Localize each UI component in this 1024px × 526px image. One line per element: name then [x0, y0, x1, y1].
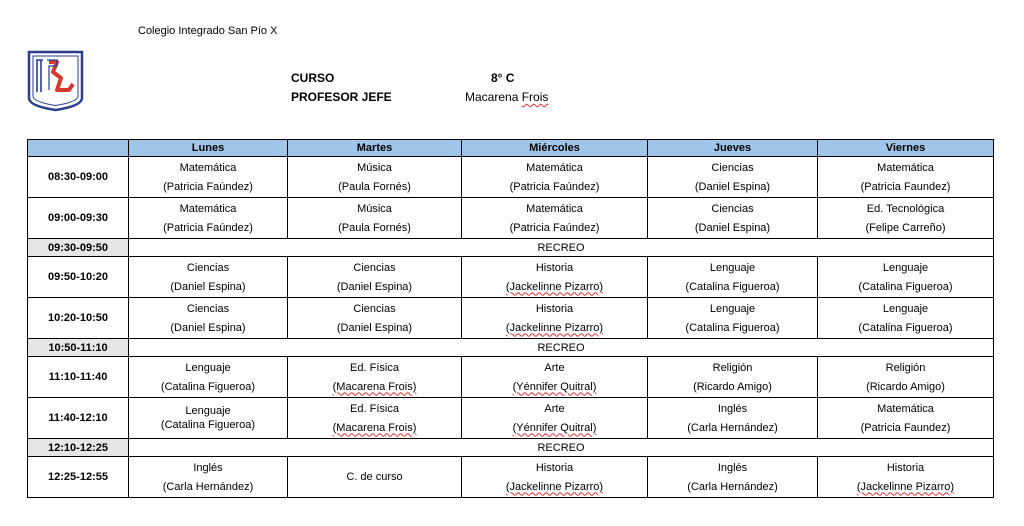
teacher: (Ricardo Amigo)	[693, 380, 772, 393]
teacher: (Daniel Espina)	[170, 280, 246, 293]
teacher: (Catalina Figueroa)	[858, 280, 953, 293]
class-cell	[462, 398, 648, 439]
time-slot: 12:10-12:25	[28, 439, 129, 457]
time-slot: 10:50-11:10	[28, 339, 129, 357]
profesor-first-name: Macarena	[465, 90, 519, 104]
subject: Matemática	[179, 202, 237, 215]
class-cell	[129, 357, 288, 398]
subject: Lenguaje	[185, 361, 231, 374]
time-slot: 09:00-09:30	[28, 198, 129, 239]
class-cell	[129, 298, 288, 339]
subject: Ed. Tecnológica	[866, 202, 945, 215]
subject: Lenguaje	[709, 261, 756, 274]
teacher: (Macarena Frois)	[332, 421, 417, 434]
teacher: (Catalina Figueroa)	[160, 380, 256, 393]
class-cell	[129, 398, 288, 439]
schedule-table	[27, 139, 994, 498]
subject: Religión	[712, 361, 753, 374]
teacher: (Patricia Faúndez)	[163, 180, 253, 193]
break-row	[28, 239, 994, 257]
header-row	[28, 140, 994, 157]
class-cell	[288, 157, 462, 198]
teacher: (Daniel Espina)	[170, 321, 246, 334]
corner-cell	[28, 140, 129, 157]
curso-value: 8° C	[491, 71, 515, 85]
profesor-last-name: Frois	[521, 90, 549, 104]
subject: Ciencias	[711, 161, 754, 174]
class-cell	[288, 357, 462, 398]
teacher: (Patricia Faundez)	[860, 421, 951, 434]
teacher: (Daniel Espina)	[694, 221, 771, 234]
time-slot: 10:20-10:50	[28, 298, 129, 339]
teacher: (Yénnifer Quitral)	[512, 421, 597, 434]
class-cell	[288, 198, 462, 239]
lesson-row	[28, 257, 994, 298]
class-cell	[648, 157, 818, 198]
time-slot: 09:30-09:50	[28, 239, 129, 257]
class-cell	[462, 457, 648, 498]
class-cell	[818, 398, 994, 439]
subject: Arte	[544, 402, 565, 415]
class-cell	[648, 457, 818, 498]
subject: Matemática	[526, 202, 583, 215]
subject: Historia	[886, 461, 925, 474]
class-cell	[129, 457, 288, 498]
day-header: Viernes	[818, 140, 994, 157]
day-header: Miércoles	[462, 140, 648, 157]
time-slot: 08:30-09:00	[28, 157, 129, 198]
time-slot: 11:40-12:10	[28, 398, 129, 439]
day-header: Lunes	[129, 140, 288, 157]
subject: Música	[357, 161, 392, 174]
class-cell	[648, 398, 818, 439]
class-cell	[818, 198, 994, 239]
class-cell	[288, 398, 462, 439]
lesson-row	[28, 398, 994, 439]
curso-label: CURSO	[291, 71, 335, 85]
teacher: (Paula Fornés)	[338, 221, 411, 234]
teacher: (Jackelinne Pizarro)	[505, 480, 604, 493]
subject: Historia	[535, 261, 574, 274]
recreo-cell: RECREO	[129, 439, 994, 457]
teacher: (Patricia Faundez)	[860, 180, 951, 193]
teacher: (Carla Hernández)	[162, 480, 254, 493]
profesor-jefe-value	[465, 90, 548, 104]
subject: Ciencias	[711, 202, 754, 215]
subject: Matemática	[526, 161, 583, 174]
recreo-cell: RECREO	[129, 239, 994, 257]
teacher: (Jackelinne Pizarro)	[505, 280, 604, 293]
teacher: (Daniel Espina)	[336, 321, 413, 334]
subject: Inglés	[717, 461, 748, 474]
subject: Historia	[535, 302, 574, 315]
teacher: (Daniel Espina)	[694, 180, 771, 193]
class-cell	[129, 257, 288, 298]
break-row	[28, 439, 994, 457]
teacher: (Daniel Espina)	[336, 280, 413, 293]
teacher: (Jackelinne Pizarro)	[505, 321, 604, 334]
teacher: (Macarena Frois)	[332, 380, 417, 393]
class-cell	[818, 298, 994, 339]
school-logo	[27, 50, 84, 112]
subject: Ciencias	[353, 261, 396, 274]
subject: Ciencias	[353, 302, 396, 315]
teacher: (Ricardo Amigo)	[866, 380, 945, 393]
class-cell	[288, 298, 462, 339]
class-cell	[818, 357, 994, 398]
lesson-row	[28, 457, 994, 498]
teacher: (Catalina Figueroa)	[685, 321, 780, 334]
subject: Ciencias	[186, 302, 230, 315]
teacher: (Felipe Carreño)	[865, 221, 946, 234]
class-cell	[462, 298, 648, 339]
time-slot: 11:10-11:40	[28, 357, 129, 398]
subject: Arte	[544, 361, 565, 374]
day-header: Jueves	[648, 140, 818, 157]
time-slot: 12:25-12:55	[28, 457, 129, 498]
break-row	[28, 339, 994, 357]
class-cell	[818, 257, 994, 298]
time-slot: 09:50-10:20	[28, 257, 129, 298]
class-cell	[462, 198, 648, 239]
day-header: Martes	[288, 140, 462, 157]
class-cell	[648, 257, 818, 298]
class-cell	[648, 298, 818, 339]
subject: Inglés	[717, 402, 748, 415]
teacher: (Patricia Faúndez)	[163, 221, 253, 234]
subject: Lenguaje	[709, 302, 756, 315]
teacher: (Catalina Figueroa)	[685, 280, 780, 293]
school-name: Colegio Integrado San Pío X	[138, 25, 278, 37]
lesson-row	[28, 298, 994, 339]
class-cell	[462, 257, 648, 298]
subject: Ed. Física	[350, 361, 399, 374]
teacher: (Carla Hernández)	[687, 480, 778, 493]
recreo-cell: RECREO	[129, 339, 994, 357]
class-cell	[129, 198, 288, 239]
subject: Música	[357, 202, 392, 215]
schedule-body	[28, 157, 994, 498]
class-cell	[648, 198, 818, 239]
subject: Matemática	[877, 161, 934, 174]
subject: Matemática	[179, 161, 237, 174]
subject: Matemática	[877, 402, 934, 415]
class-cell	[288, 257, 462, 298]
class-cell	[462, 157, 648, 198]
profesor-jefe-label: PROFESOR JEFE	[291, 90, 392, 104]
subject: Historia	[535, 461, 574, 474]
teacher: (Paula Fornés)	[338, 180, 411, 193]
subject: Lenguaje	[882, 261, 929, 274]
teacher: (Jackelinne Pizarro)	[856, 480, 955, 493]
lesson-row	[28, 198, 994, 239]
class-cell	[288, 457, 462, 498]
subject: Religión	[885, 361, 926, 374]
subject: Ciencias	[186, 261, 230, 274]
teacher: (Catalina Figueroa)	[858, 321, 953, 334]
subject: Inglés	[193, 461, 223, 474]
subject: Lenguaje	[882, 302, 929, 315]
subject: Lenguaje	[185, 405, 231, 417]
lesson-row	[28, 357, 994, 398]
lesson-row	[28, 157, 994, 198]
subject: C. de curso	[346, 471, 403, 483]
class-cell	[648, 357, 818, 398]
teacher: (Yénnifer Quitral)	[512, 380, 597, 393]
class-cell	[818, 457, 994, 498]
subject: Ed. Física	[350, 402, 399, 415]
teacher: (Catalina Figueroa)	[160, 419, 256, 431]
teacher: (Patricia Faúndez)	[509, 221, 600, 234]
class-cell	[462, 357, 648, 398]
teacher: (Patricia Faúndez)	[509, 180, 600, 193]
class-cell	[818, 157, 994, 198]
class-cell	[129, 157, 288, 198]
teacher: (Carla Hernández)	[687, 421, 778, 434]
